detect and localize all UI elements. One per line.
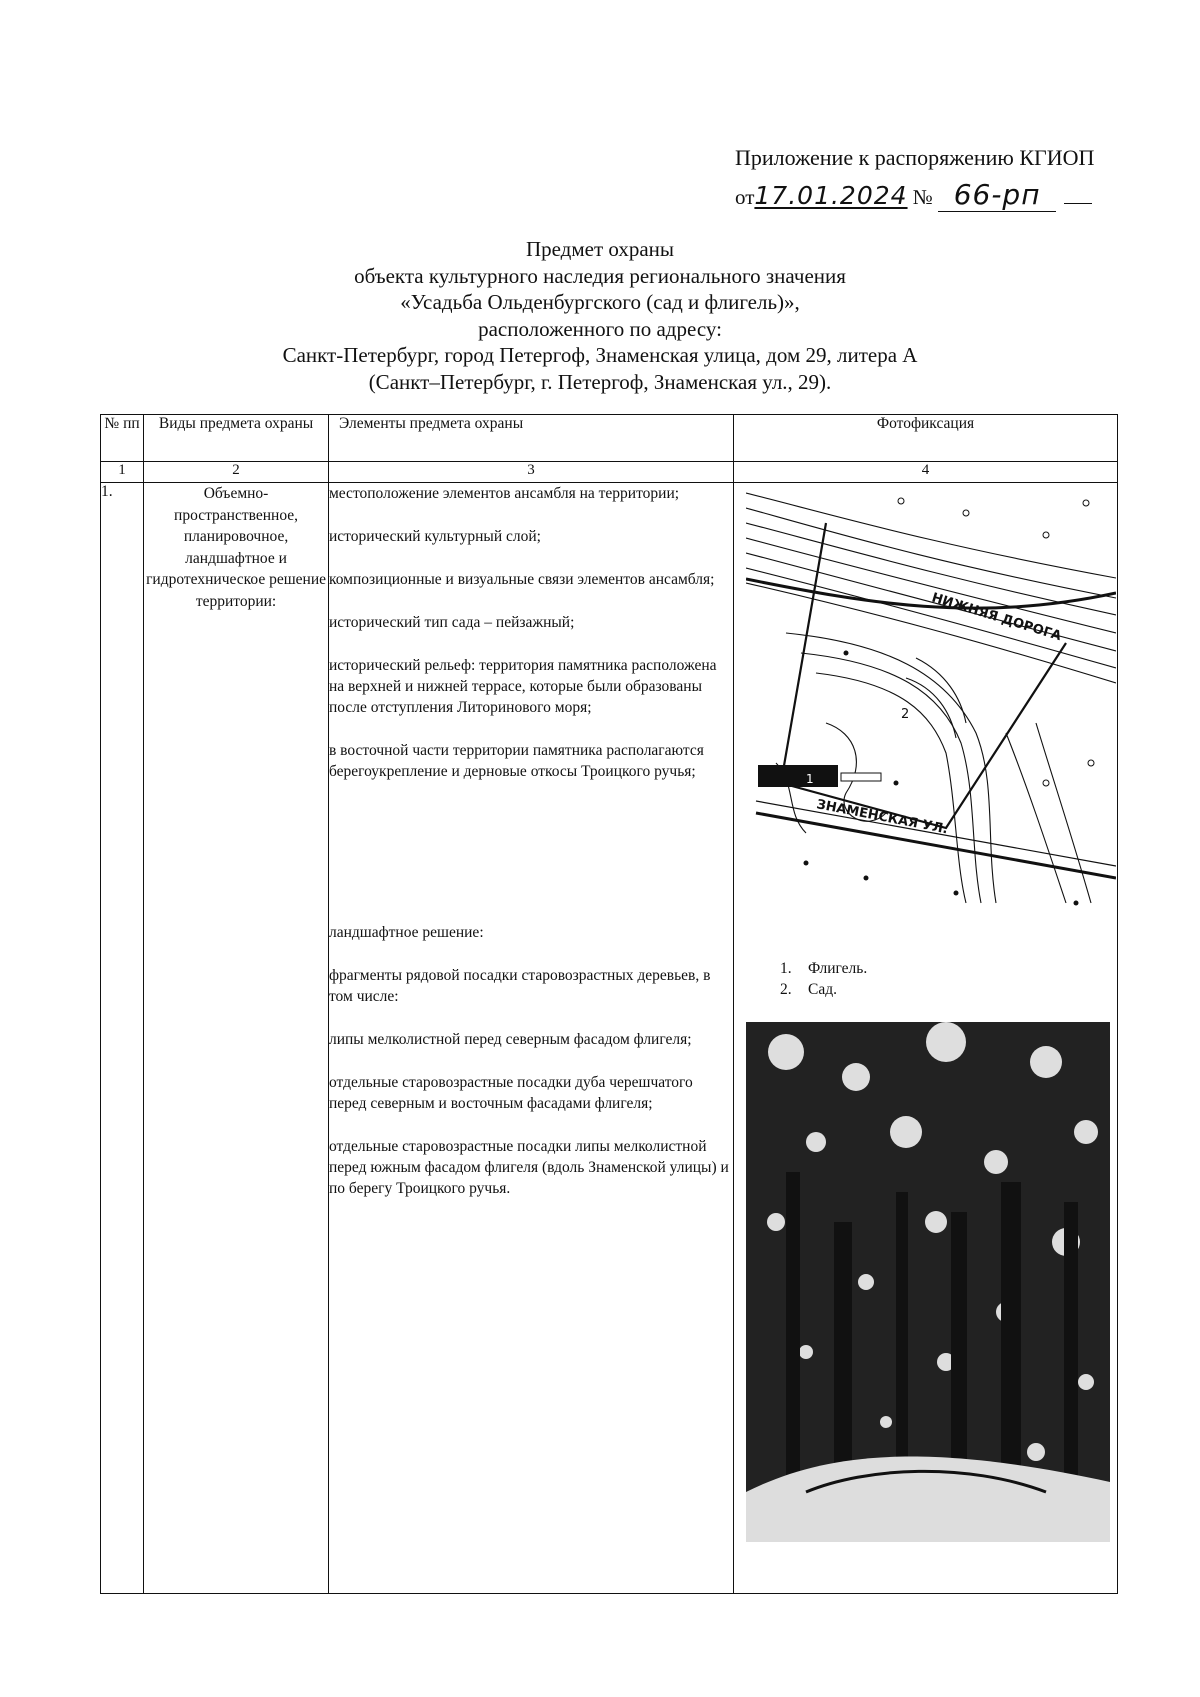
garden-photo-image xyxy=(746,1022,1110,1542)
row-elements xyxy=(328,483,733,1594)
map-marker-1: 1 xyxy=(806,772,814,786)
number-label: № xyxy=(912,185,933,209)
list-item xyxy=(780,958,1117,979)
title-line-5: Санкт-Петербург, город Петергоф, Знаменская улица, дом 29, литера А xyxy=(282,343,918,367)
element-item: ландшафтное решение: xyxy=(328,924,484,941)
header-number: № пп xyxy=(101,415,144,462)
row-number: 1. xyxy=(101,483,144,1594)
header-photo: Фотофиксация xyxy=(734,415,1118,462)
from-label: от xyxy=(735,185,755,209)
element-item: исторический культурный слой; xyxy=(328,528,541,545)
element-item: композиционные и визуальные связи элементов ансамбля; xyxy=(328,571,715,588)
legend-label: Сад. xyxy=(808,981,837,998)
order-number: 66-рп xyxy=(938,178,1056,212)
row-kind: Объемно-пространственное, планировочное, ландшафтное и гидротехническое решение территории: xyxy=(144,483,329,1594)
element-item: местоположение элементов ансамбля на территории; xyxy=(328,485,680,502)
legend-number: 2. xyxy=(780,981,792,998)
title-line-2: объекта культурного наследия регионального значения xyxy=(354,263,846,288)
element-item: липы мелколистной перед северным фасадом флигеля; xyxy=(328,1031,692,1048)
element-item: отдельные старовозрастные посадки липы мелколистной перед южным фасадом флигеля (вдоль Знаменской улицы) и по берегу Троицкого ручья. xyxy=(328,1138,729,1197)
header-elements: Элементы предмета охраны xyxy=(328,415,733,462)
element-item: исторический рельеф: территория памятника расположена на верхней и нижней террасе, которые были образованы после отступления Литоринового моря; xyxy=(328,657,717,716)
table-row xyxy=(101,483,1118,1594)
header-kind: Виды предмета охраны xyxy=(144,415,329,462)
spacer xyxy=(329,804,733,922)
appendix-heading: Приложение к распоряжению КГИОП xyxy=(735,145,1095,170)
document-title xyxy=(0,236,1200,395)
legend-label: Флигель. xyxy=(808,960,868,977)
legend-number: 1. xyxy=(780,960,792,977)
map-street-label: ЗНАМЕНСКАЯ УЛ. xyxy=(815,797,950,838)
column-number-row xyxy=(101,462,1118,483)
map-road-label: НИЖНЯЯ ДОРОГА xyxy=(929,590,1063,645)
list-item xyxy=(780,979,1117,1000)
protection-table xyxy=(100,414,1118,1594)
title-line-6: (Санкт–Петербург, г. Петергоф, Знаменская ул., 29). xyxy=(368,369,832,394)
underline-tail xyxy=(1064,203,1092,204)
map-marker-2: 2 xyxy=(901,707,910,722)
site-map-image xyxy=(746,483,1116,923)
element-item: фрагменты рядовой посадки старовозрастных деревьев, в том числе: xyxy=(328,967,711,1005)
col-number-4: 4 xyxy=(734,462,1118,483)
col-number-3: 3 xyxy=(328,462,733,483)
order-date: 17.01.2024 xyxy=(754,181,908,210)
col-number-2: 2 xyxy=(144,462,329,483)
title-line-1: Предмет охраны xyxy=(525,237,675,261)
element-item: отдельные старовозрастные посадки дуба черешчатого перед северным и восточным фасадами флигеля; xyxy=(328,1074,693,1112)
map-legend xyxy=(780,958,1117,1000)
header-row xyxy=(101,415,1118,462)
col-number-1: 1 xyxy=(101,462,144,483)
order-line xyxy=(735,178,1092,212)
element-item: исторический тип сада – пейзажный; xyxy=(328,614,575,631)
photo-cell xyxy=(734,483,1118,1594)
title-line-3: «Усадьба Ольденбургского (сад и флигель)», xyxy=(400,290,800,314)
title-line-4: расположенного по адресу: xyxy=(478,316,722,341)
element-item: в восточной части территории памятника располагаются берегоукрепление и дерновые откосы Троицкого ручья; xyxy=(328,742,704,780)
